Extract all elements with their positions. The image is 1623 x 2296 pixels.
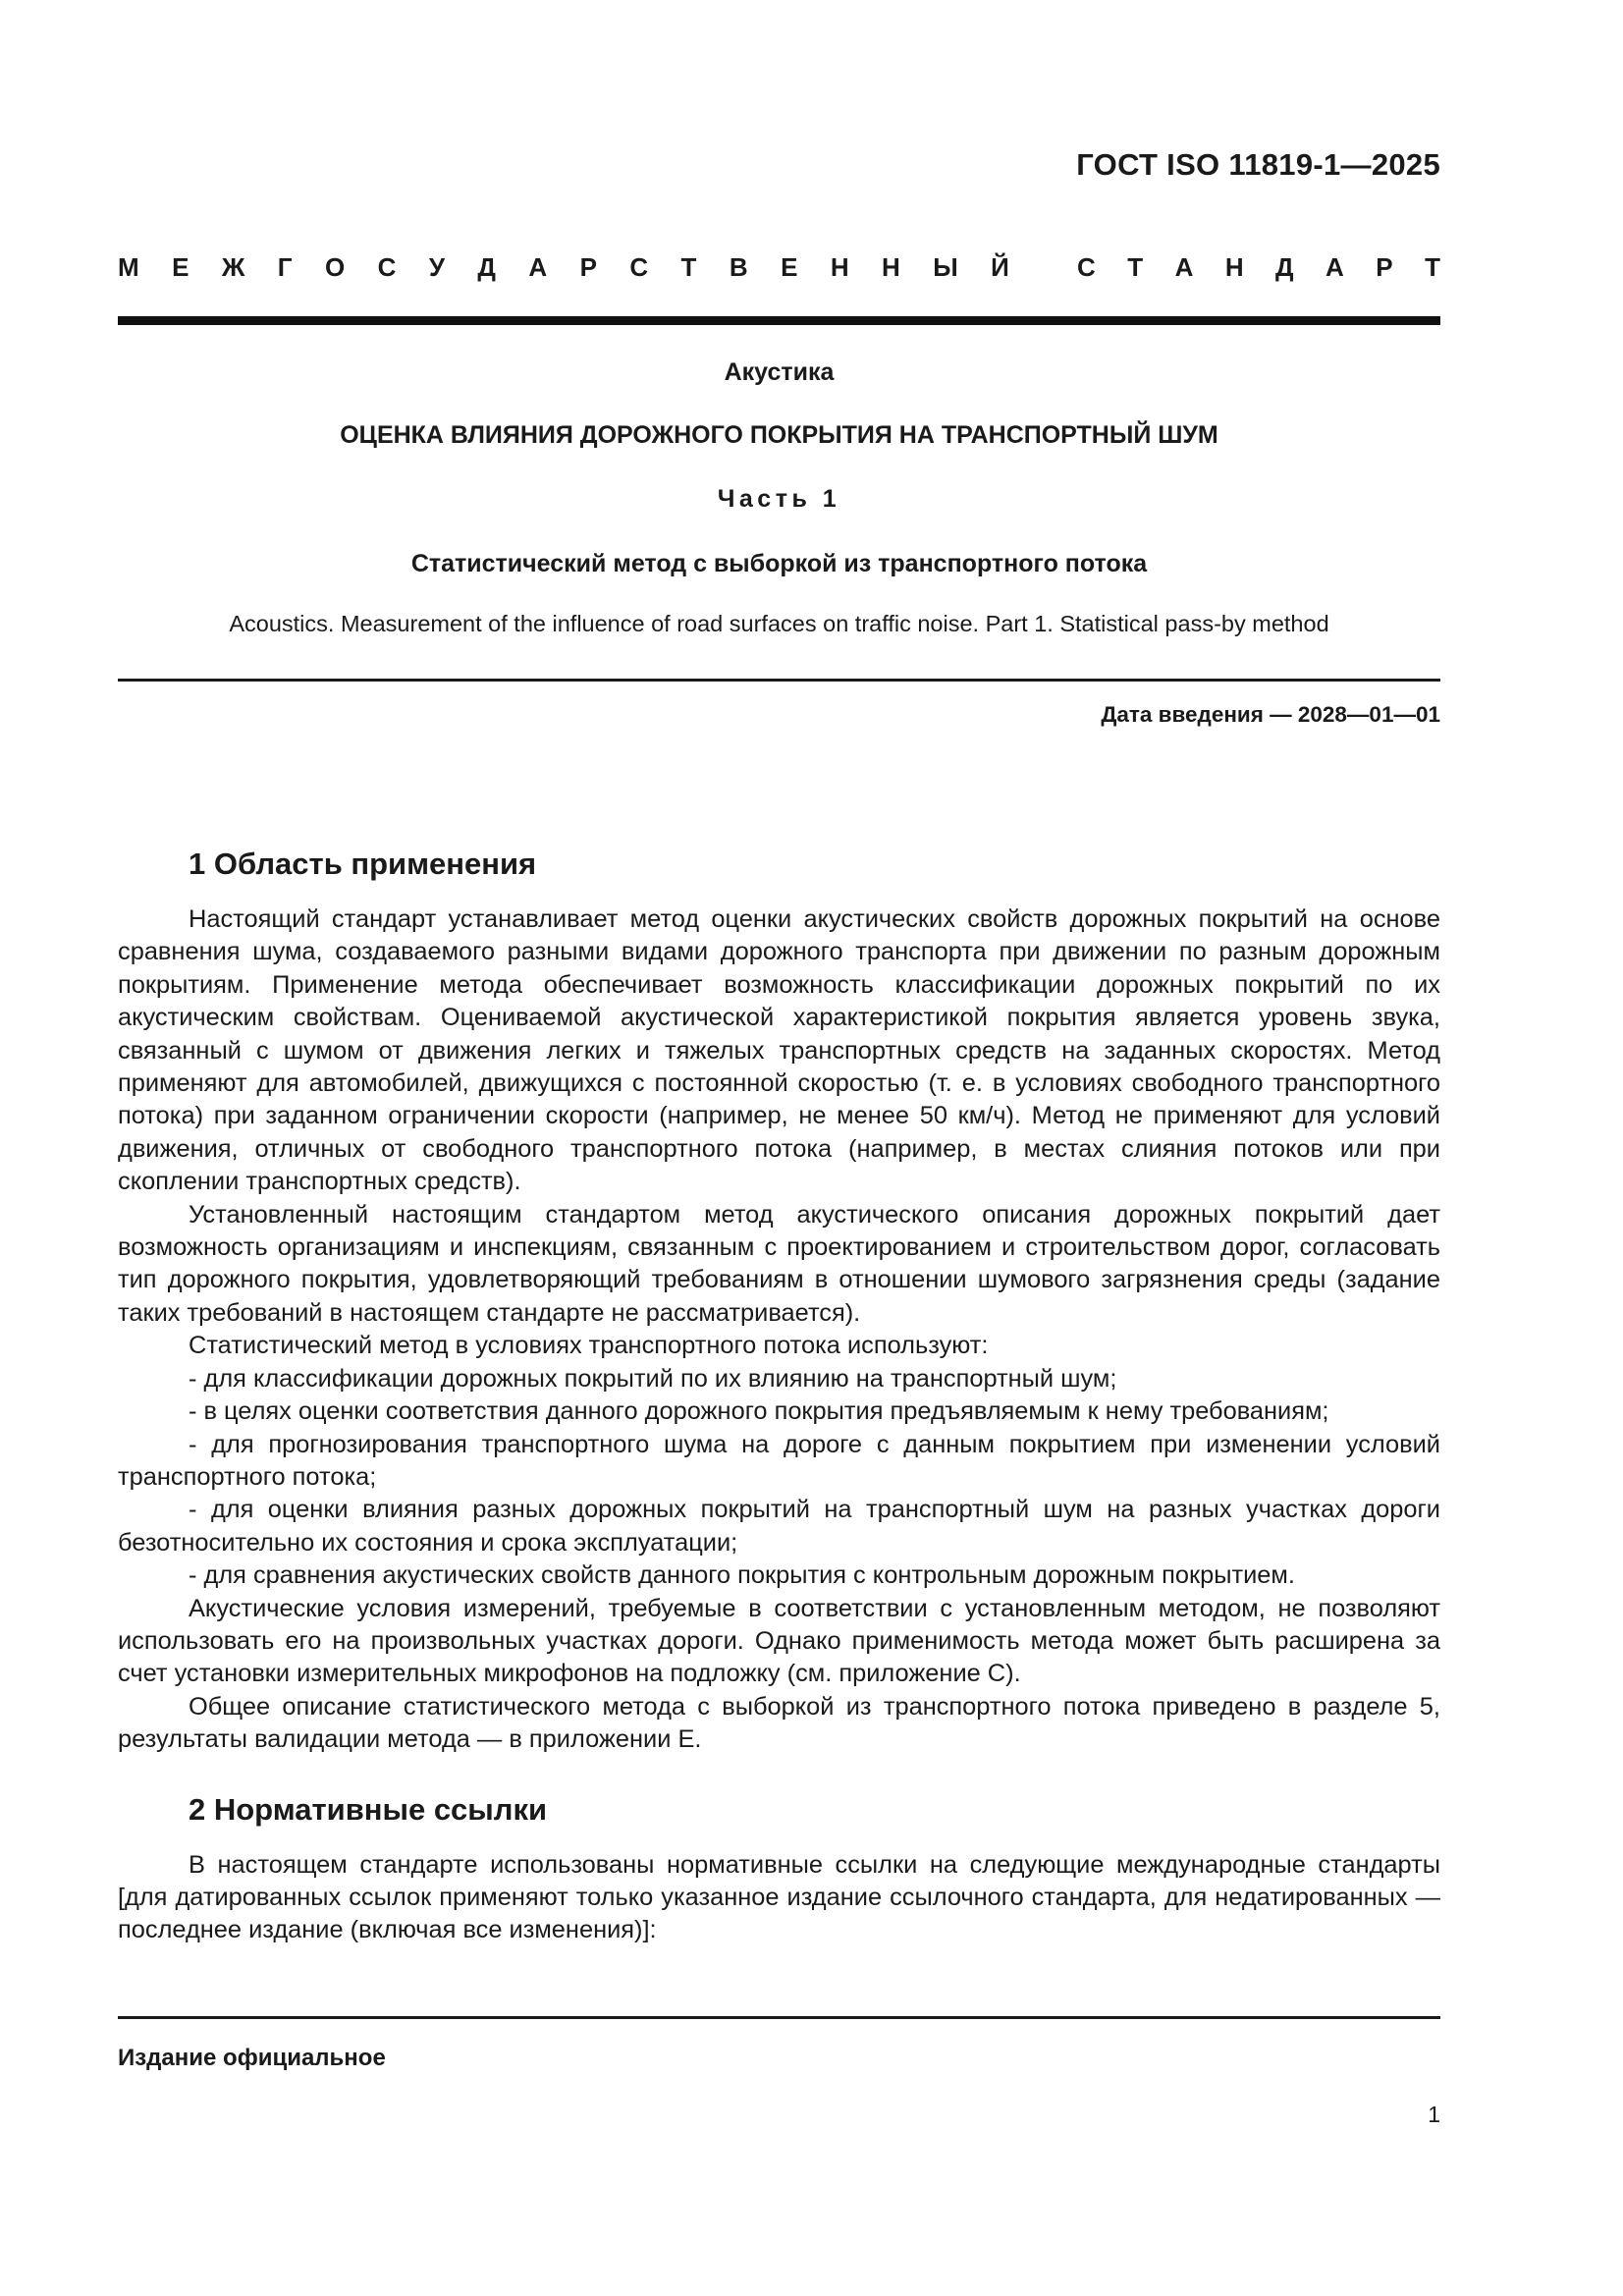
document-number: ГОСТ ISO 11819-1—2025 — [1076, 147, 1440, 182]
banner-letter: Д — [477, 252, 496, 282]
banner-letter: Р — [579, 252, 597, 282]
list-item: - для оценки влияния разных дорожных покрытий на транспортный шум на разных участках дороги безотносительно их состояния и срока эксплуатации; — [118, 1496, 1440, 1557]
banner-letter: С — [629, 252, 649, 282]
banner-letter: Т — [1127, 252, 1144, 282]
section-heading-references: 2 Нормативные ссылки — [189, 1791, 548, 1827]
banner-letter: С — [1077, 252, 1096, 282]
paragraph: Установленный настоящим стандартом метод акустического описания дорожных покрытий дает возможность организациям и инспекциям, связанным с проектированием и строительством дорог, согласовать тип дорожного покрытия, удовлетворяющий требованиям в отношении шумового загрязнения среды (задание таких требований в настоящем стандарте не рассматривается). — [118, 1200, 1440, 1327]
banner-letter: С — [377, 252, 397, 282]
banner-letter: Н — [1224, 252, 1244, 282]
paragraph: Общее описание статистического метода с выборкой из транспортного потока приведено в разделе 5, результаты валидации метода — в приложении Е. — [118, 1692, 1440, 1754]
banner-letter: Г — [277, 252, 293, 282]
paragraph: Акустические условия измерений, требуемые в соответствии с установленным методом, не позволяют использовать его на произвольных участках дороги. Однако применимость метода может быть расширена за счет установки измерительных микрофонов на подложку (см. приложение С). — [118, 1594, 1440, 1688]
banner-letter: Н — [830, 252, 849, 282]
list-item: - для классификации дорожных покрытий по их влиянию на транспортный шум; — [189, 1364, 1117, 1393]
paragraph: В настоящем стандарте использованы нормативные ссылки на следующие международные стандарты [для датированных ссылок применяют только указанное издание ссылочного стандарта, для недатированных — последнее издание (включая все изменения)]: — [118, 1850, 1440, 1944]
list-item: - для сравнения акустических свойств данного покрытия с контрольным дорожным покрытием. — [189, 1561, 1295, 1590]
page-number: 1 — [1428, 2102, 1440, 2127]
list-item: - для прогнозирования транспортного шума на дороге с данным покрытием при изменении условий транспортного потока; — [118, 1430, 1440, 1491]
banner-letter: Ы — [933, 252, 958, 282]
banner-word-standard — [1077, 252, 1440, 283]
main-title: ОЦЕНКА ВЛИЯНИЯ ДОРОЖНОГО ПОКРЫТИЯ НА ТРАНСПОРТНЫЙ ШУМ — [340, 421, 1218, 449]
document-body — [118, 845, 1440, 1947]
subject-title: Акустика — [724, 358, 835, 386]
banner-letter: А — [1174, 252, 1194, 282]
banner-letter: Е — [172, 252, 189, 282]
banner-letter: Д — [1275, 252, 1294, 282]
list-item: - в целях оценки соответствия данного дорожного покрытия предъявляемым к нему требованиям; — [189, 1397, 1329, 1426]
english-title: Acoustics. Measurement of the influence of road surfaces on traffic noise. Part 1. Statistical pass-by method — [229, 611, 1329, 636]
edition-label: Издание официальное — [118, 2045, 386, 2071]
banner-letter: Т — [680, 252, 697, 282]
paragraph: Настоящий стандарт устанавливает метод оценки акустических свойств дорожных покрытий на основе сравнения шума, создаваемого разными видами дорожного транспорта при движении по разным дорожным покрытиям. Применение метода обеспечивает возможность классификации дорожных покрытий по их акустическим свойствам. Оцениваемой акустической характеристикой покрытия является уровень звука, связанный с шумом от движения легких и тяжелых транспортных средств на заданных скоростях. Метод применяют для автомобилей, движущихся с постоянной скоростью (т. е. в условиях свободного транспортного потока) при заданном ограничении скорости (например, не менее 50 км/ч). Метод не применяют для условий движения, отличных от свободного транспортного потока (например, в местах слияния потоков или при скоплении транспортных средств). — [118, 905, 1440, 1196]
part-subtitle: Статистический метод с выборкой из транспортного потока — [410, 550, 1148, 577]
banner-letter: Н — [882, 252, 900, 282]
header-divider — [118, 316, 1440, 325]
introduction-date: Дата введения — 2028—01—01 — [1101, 702, 1440, 727]
banner-letter: А — [528, 252, 548, 282]
title-divider — [118, 679, 1440, 682]
banner-letter: В — [729, 252, 748, 282]
banner-letter: Р — [1376, 252, 1393, 282]
banner-letter: Ж — [221, 252, 245, 282]
banner-word-interstate — [118, 252, 1009, 283]
section-heading-scope: 1 Область применения — [189, 847, 537, 881]
paragraph: Статистический метод в условиях транспортного потока используют: — [189, 1332, 989, 1360]
interstate-standard-banner — [118, 252, 1440, 283]
banner-letter: Е — [781, 252, 798, 282]
banner-letter: А — [1325, 252, 1344, 282]
banner-letter: О — [324, 252, 346, 282]
banner-letter: У — [428, 252, 445, 282]
banner-letter: Т — [1425, 252, 1440, 282]
banner-letter: Й — [991, 252, 1009, 282]
footer-divider — [118, 2016, 1440, 2019]
banner-letter: М — [118, 252, 139, 282]
part-title: Часть 1 — [717, 485, 841, 513]
